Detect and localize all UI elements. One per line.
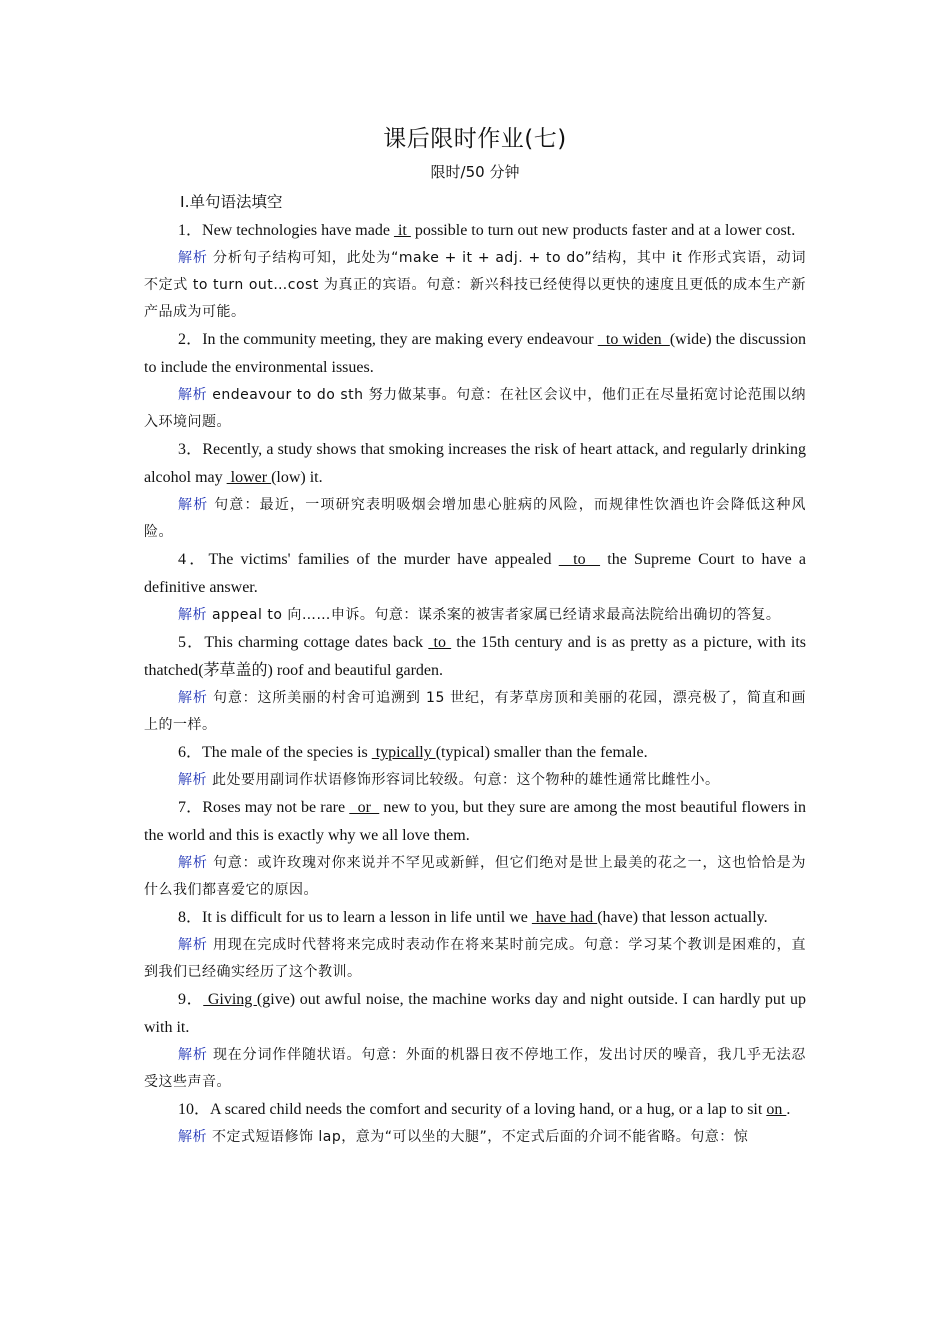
question-text: (wide) the discussion to include the environmental issues. xyxy=(144,331,807,376)
time-limit: 限时/50 分钟 xyxy=(430,163,520,181)
question-text: (have) that lesson actually. xyxy=(597,909,768,926)
question-number: 1． xyxy=(178,222,203,239)
explanation-tag: 解析 xyxy=(178,607,207,623)
question-item xyxy=(144,904,806,932)
explanation-tag: 解析 xyxy=(178,1047,208,1063)
question-item xyxy=(144,739,806,767)
question-number: 9． xyxy=(178,991,204,1008)
explanation xyxy=(144,932,806,986)
question-text: . xyxy=(786,1101,791,1118)
explanation xyxy=(144,602,806,629)
question-item xyxy=(144,546,806,602)
explanation xyxy=(144,492,806,546)
question-text: the 15th century and is as pretty as a picture, with its thatched(茅草盖的) roof and beautiful garden. xyxy=(144,634,806,679)
question-text: (give) out awful noise, the machine works day and night outside. I can hardly put up with it. xyxy=(144,991,806,1036)
document-page xyxy=(144,120,806,1151)
explanation xyxy=(144,685,806,739)
explanation-text: 现在分词作伴随状语。句意：外面的机器日夜不停地工作，发出讨厌的噪音，我几乎无法忍受这些声音。 xyxy=(144,1047,807,1090)
explanation-tag: 解析 xyxy=(178,772,207,788)
explanation-text: appeal to 向……申诉。句意：谋杀案的被害者家属已经请求最高法院给出确切的答复。 xyxy=(211,607,781,623)
explanation-text: endeavour to do sth 努力做某事。句意：在社区会议中，他们正在尽量拓宽讨论范围以纳入环境问题。 xyxy=(144,387,807,430)
explanation-tag: 解析 xyxy=(178,250,208,266)
question-item xyxy=(144,1096,806,1124)
question-text: new to you, but they sure are among the most beautiful flowers in the world and this is exactly why we all love them. xyxy=(144,799,806,844)
section-heading: Ⅰ.单句语法填空 xyxy=(180,193,283,211)
explanation xyxy=(144,850,806,904)
answer-blank: Giving xyxy=(203,991,257,1008)
answer-blank: on xyxy=(766,1101,787,1118)
answer-blank: lower xyxy=(226,469,272,486)
explanation-text: 句意：这所美丽的村舍可追溯到 15 世纪，有茅草房顶和美丽的花园，漂亮极了，简直和画上的一样。 xyxy=(144,690,807,733)
explanation xyxy=(144,1042,806,1096)
question-list xyxy=(144,217,806,1151)
explanation-text: 不定式短语修饰 lap，意为“可以坐的大腿”，不定式后面的介词不能省略。句意：惊 xyxy=(211,1129,749,1145)
question-text: It is difficult for us to learn a lesson in life until we xyxy=(202,909,532,926)
explanation-tag: 解析 xyxy=(178,937,208,953)
explanation-text: 句意：或许玫瑰对你来说并不罕见或新鲜，但它们绝对是世上最美的花之一，这也恰恰是为什么我们都喜爱它的原因。 xyxy=(144,855,807,898)
question-item xyxy=(144,794,806,850)
question-number: 6． xyxy=(178,744,203,761)
question-item xyxy=(144,217,806,245)
question-item xyxy=(144,326,806,382)
question-text: Roses may not be rare xyxy=(202,799,350,816)
question-number: 4． xyxy=(178,551,209,568)
question-number: 10． xyxy=(178,1101,211,1118)
answer-blank: or xyxy=(349,799,380,816)
explanation-tag: 解析 xyxy=(178,690,208,706)
question-number: 8． xyxy=(178,909,203,926)
explanation xyxy=(144,245,806,326)
explanation-text: 用现在完成时代替将来完成时表动作在将来某时前完成。句意：学习某个教训是困难的，直到我们已经确实经历了这个教训。 xyxy=(144,937,807,980)
answer-blank: it xyxy=(393,222,411,239)
explanation xyxy=(144,1124,806,1151)
question-text: The male of the species is xyxy=(202,744,372,761)
question-item xyxy=(144,629,806,685)
question-text: This charming cottage dates back xyxy=(204,634,429,651)
page-title: 课后限时作业(七) xyxy=(383,126,567,152)
question-text: the Supreme Court to have a definitive answer. xyxy=(144,551,806,596)
question-text: (typical) smaller than the female. xyxy=(435,744,648,761)
explanation-text: 分析句子结构可知，此处为“make + it + adj. + to do”结构，其中 it 作形式宾语，动词不定式 to turn out…cost 为真正的宾语。句意：新兴科技已经使得以更快的速度且更低的成本生产新产品成为可能。 xyxy=(144,250,807,320)
question-item xyxy=(144,436,806,492)
question-text: New technologies have made xyxy=(202,222,394,239)
question-text: possible to turn out new products faster and at a lower cost. xyxy=(410,222,796,239)
question-number: 5． xyxy=(178,634,205,651)
answer-blank: to xyxy=(558,551,601,568)
question-text: A scared child needs the comfort and security of a loving hand, or a hug, or a lap to sit xyxy=(210,1101,767,1118)
answer-blank: to widen xyxy=(597,331,670,348)
explanation-text: 句意：最近，一项研究表明吸烟会增加患心脏病的风险，而规律性饮酒也许会降低这种风险。 xyxy=(144,497,807,540)
answer-blank: to xyxy=(428,634,452,651)
question-text: The victims' families of the murder have appealed xyxy=(208,551,559,568)
explanation xyxy=(144,767,806,794)
question-number: 7． xyxy=(178,799,203,816)
question-item xyxy=(144,986,806,1042)
question-text: In the community meeting, they are making every endeavour xyxy=(202,331,598,348)
explanation-tag: 解析 xyxy=(178,1129,207,1145)
question-number: 3． xyxy=(178,441,203,458)
explanation-tag: 解析 xyxy=(178,855,208,871)
question-number: 2． xyxy=(178,331,203,348)
explanation xyxy=(144,382,806,436)
answer-blank: typically xyxy=(371,744,436,761)
explanation-text: 此处要用副词作状语修饰形容词比较级。句意：这个物种的雄性通常比雌性小。 xyxy=(211,772,720,788)
explanation-tag: 解析 xyxy=(178,387,208,403)
answer-blank: have had xyxy=(531,909,598,926)
question-text: Recently, a study shows that smoking increases the risk of heart attack, and regularly drinking alcohol may xyxy=(144,441,806,486)
question-text: (low) it. xyxy=(271,469,323,486)
explanation-tag: 解析 xyxy=(178,497,209,513)
